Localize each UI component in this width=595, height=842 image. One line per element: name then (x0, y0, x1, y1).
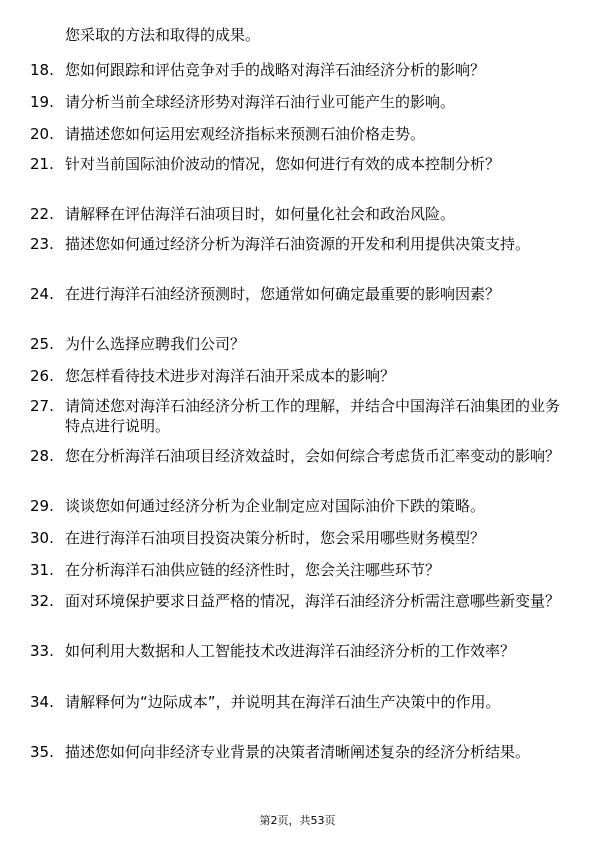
list-item (30, 528, 570, 548)
list-item (30, 446, 570, 466)
list-item (30, 560, 570, 580)
item-number: 26. (30, 367, 54, 385)
item-text: 您如何跟踪和评估竞争对手的战略对海洋石油经济分析的影响？ (65, 61, 486, 79)
list-item (30, 124, 570, 144)
item-number: 23. (30, 235, 54, 253)
item-text: 请解释在评估海洋石油项目时，如何量化社会和政治风险。 (65, 205, 456, 223)
item-number: 19. (30, 93, 54, 111)
item-number: 31. (30, 561, 54, 579)
item-text: 在分析海洋石油供应链的经济性时，您会关注哪些环节？ (65, 561, 441, 579)
item-number: 28. (30, 447, 54, 465)
item-text: 请分析当前全球经济形势对海洋石油行业可能产生的影响。 (65, 93, 456, 111)
item-number: 25. (30, 335, 54, 353)
item-text: 请简述您对海洋石油经济分析工作的理解，并结合中国海洋石油集团的业务特点进行说明。 (65, 397, 561, 435)
item-text: 您怎样看待技术进步对海洋石油开采成本的影响？ (65, 367, 396, 385)
item-text: 请描述您如何运用宏观经济指标来预测石油价格走势。 (65, 125, 426, 143)
list-item (30, 92, 570, 112)
item-text: 为什么选择应聘我们公司？ (65, 335, 246, 353)
item-number: 24. (30, 285, 54, 303)
list-item (30, 692, 570, 712)
item-number: 18. (30, 61, 54, 79)
list-item (30, 641, 570, 661)
item-number: 34. (30, 693, 54, 711)
item-text: 在进行海洋石油项目投资决策分析时，您会采用哪些财务模型？ (65, 529, 486, 547)
item-text: 在进行海洋石油经济预测时，您通常如何确定最重要的影响因素？ (65, 285, 501, 303)
item-number: 29. (30, 497, 54, 515)
list-item (30, 496, 570, 516)
list-item (30, 204, 570, 224)
item-text: 请解释何为“边际成本”，并说明其在海洋石油生产决策中的作用。 (65, 693, 501, 711)
item-number: 32. (30, 592, 54, 610)
list-item (30, 366, 570, 386)
item-number: 20. (30, 125, 54, 143)
item-text: 您在分析海洋石油项目经济效益时，会如何综合考虑货币汇率变动的影响？ (65, 447, 561, 465)
item-number: 30. (30, 529, 54, 547)
item-number: 22. (30, 205, 54, 223)
page-number: 第2页，共53页 (259, 814, 336, 827)
list-item (30, 154, 570, 174)
list-item (30, 284, 570, 304)
item-text: 描述您如何通过经济分析为海洋石油资源的开发和利用提供决策支持。 (65, 235, 531, 253)
item-text: 如何利用大数据和人工智能技术改进海洋石油经济分析的工作效率？ (65, 642, 516, 660)
list-item (30, 334, 570, 354)
item-text: 谈谈您如何通过经济分析为企业制定应对国际油价下跌的策略。 (65, 497, 486, 515)
item-text: 针对当前国际油价波动的情况，您如何进行有效的成本控制分析？ (65, 155, 501, 173)
list-item (30, 234, 570, 254)
item-text: 面对环境保护要求日益严格的情况，海洋石油经济分析需注意哪些新变量？ (65, 592, 561, 610)
item-number: 35. (30, 743, 54, 761)
continuation-text: 您采取的方法和取得的成果。 (65, 26, 261, 44)
list-item (30, 591, 570, 611)
list-item (30, 396, 570, 436)
list-item (30, 742, 570, 762)
item-number: 21. (30, 155, 54, 173)
item-text: 描述您如何向非经济专业背景的决策者清晰阐述复杂的经济分析结果。 (65, 743, 531, 761)
item-number: 27. (30, 397, 54, 415)
list-item (30, 60, 570, 80)
item-number: 33. (30, 642, 54, 660)
